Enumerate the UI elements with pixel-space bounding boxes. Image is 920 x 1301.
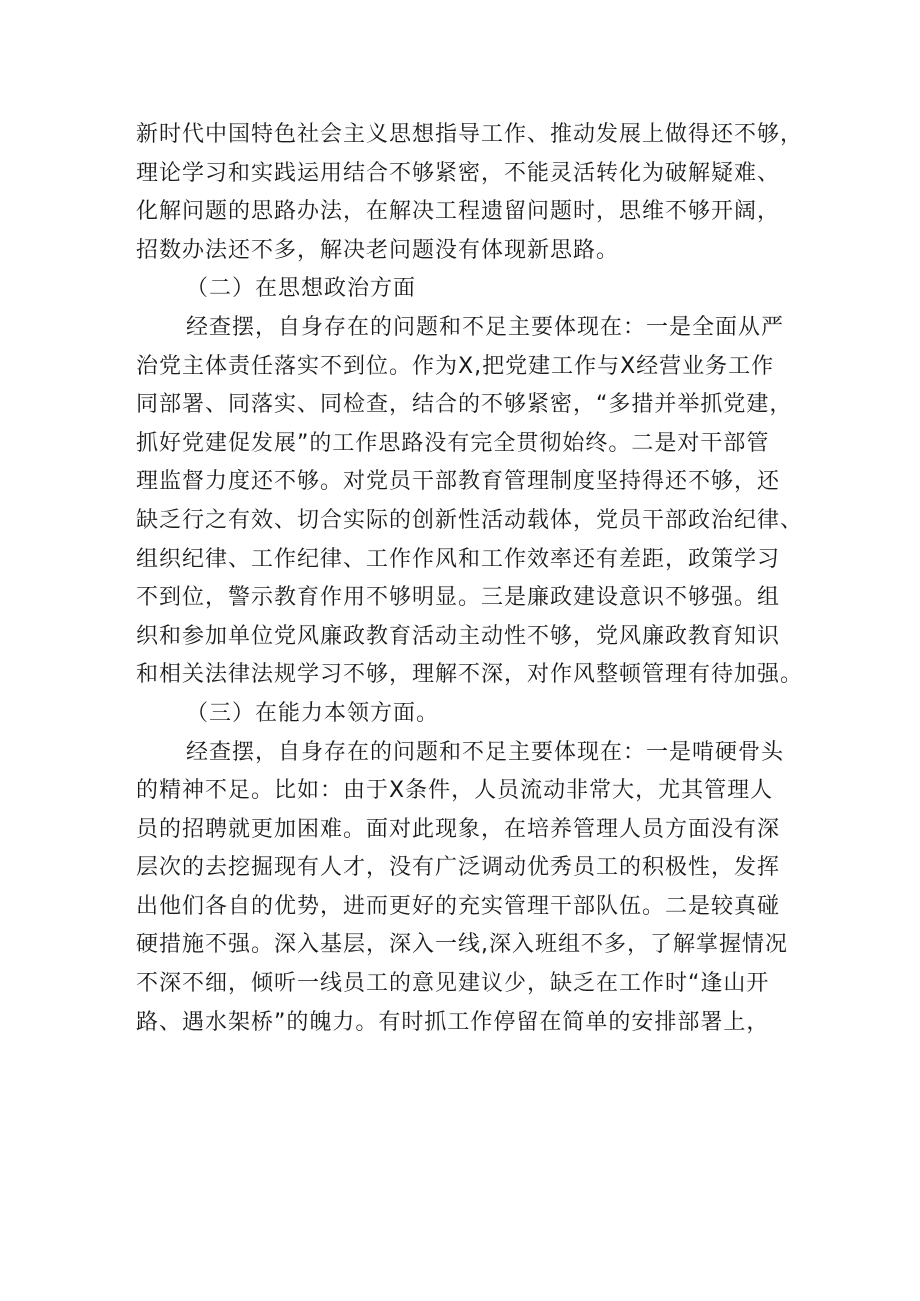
text-line: 经查摆，自身存在的问题和不足主要体现在：一是全面从严 [186,314,785,340]
text-line: 化解问题的思路办法，在解决工程遗留问题时，思维不够开阔， [136,199,781,225]
text-line: 层次的去挖掘现有人才，没有广泛调动优秀员工的积极性，发挥 [136,855,781,881]
text-line: 招数办法还不多，解决老问题没有体现新思路。 [136,237,620,263]
text-line: 的精神不足。比如：由于X条件，人员流动非常大，尤其管理人 [136,778,774,804]
text-line: 组织纪律、工作纪律、工作作风和工作效率还有差距，政策学习 [136,546,781,572]
text-line: （三）在能力本领方面。 [186,700,440,726]
text-line: 不到位，警示教育作用不够明显。三是廉政建设意识不够强。组 [136,585,781,611]
document-body [136,116,804,1042]
text-line: 新时代中国特色社会主义思想指导工作、推动发展上做得还不够， [136,122,804,147]
text-line: 理监督力度还不够。对党员干部教育管理制度坚持得还不够，还 [136,469,781,495]
text-line: 硬措施不强。深入基层，深入一线,深入班组不多，了解掌握情况 [136,932,788,958]
text-line: 理论学习和实践运用结合不够紧密，不能灵活转化为破解疑难、 [136,160,781,186]
text-line: 不深不细，倾听一线员工的意见建议少，缺乏在工作时“逢山开 [136,971,770,997]
text-line: 同部署、同落实、同检查，结合的不够紧密，“多措并举抓党建， [136,392,793,418]
text-line: 织和参加单位党风廉政教育活动主动性不够，党风廉政教育知识 [136,623,781,649]
text-line: （二）在思想政治方面 [186,276,417,302]
text-line: 治党主体责任落实不到位。作为X,把党建工作与X经营业务工作 [136,353,775,379]
text-line: 抓好党建促发展”的工作思路没有完全贯彻始终。二是对干部管 [136,430,770,456]
text-line: 路、遇水架桥”的魄力。有时抓工作停留在简单的安排部署上， [136,1009,770,1035]
text-line: 经查摆，自身存在的问题和不足主要体现在：一是啃硬骨头 [186,739,785,765]
text-line: 员的招聘就更加困难。面对此现象，在培养管理人员方面没有深 [136,816,781,842]
text-line: 和相关法律法规学习不够，理解不深，对作风整顿管理有待加强。 [136,662,804,688]
text-line: 缺乏行之有效、切合实际的创新性活动载体，党员干部政治纪律、 [136,507,804,533]
text-line: 出他们各自的优势，进而更好的充实管理干部队伍。二是较真碰 [136,893,781,919]
